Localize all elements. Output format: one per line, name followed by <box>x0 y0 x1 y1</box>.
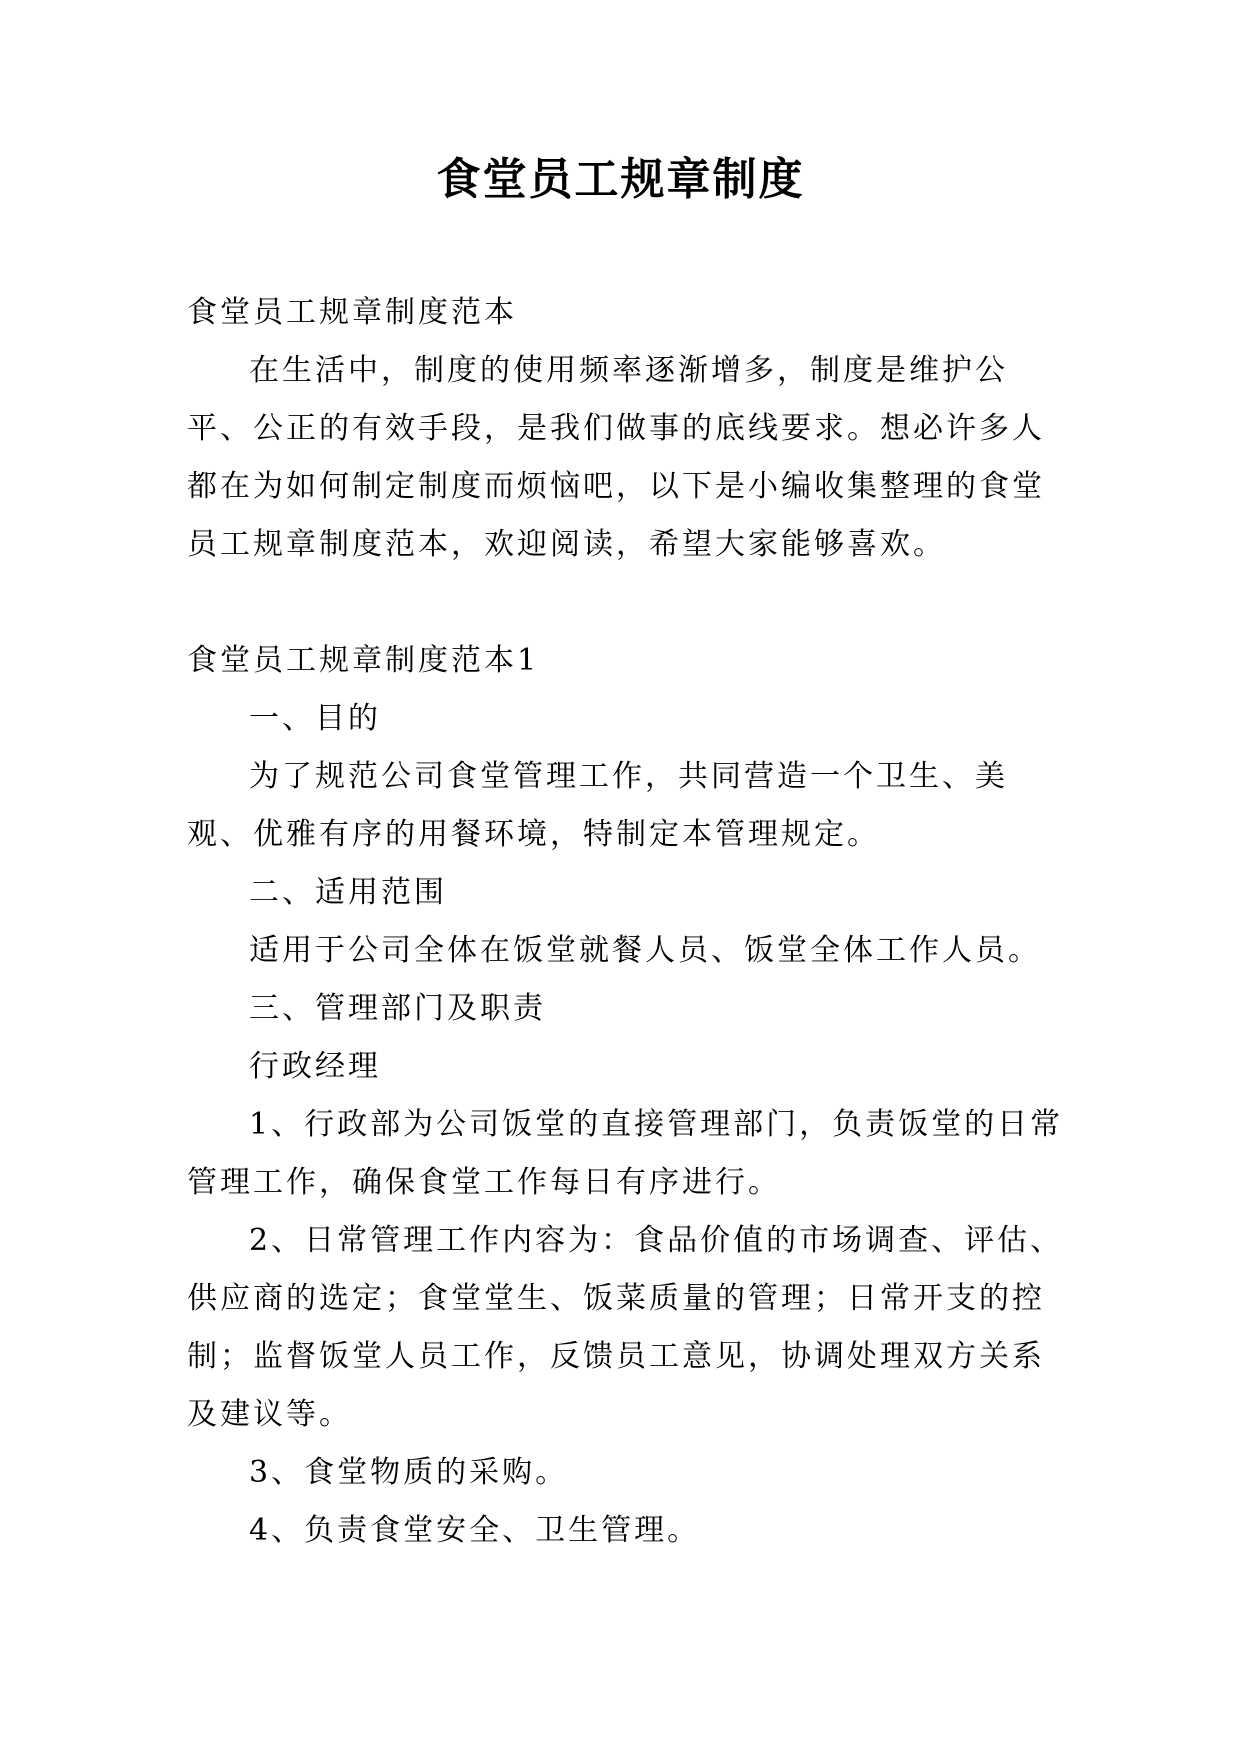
list-item: 2、日常管理工作内容为：食品价值的市场调查、评估、供应商的选定；食堂堂生、饭菜质量的管理；日常开支的控制；监督饭堂人员工作，反馈员工意见，协调处理双方关系及建议等。 <box>187 1223 1064 1432</box>
list-item: 4、负责食堂安全、卫生管理。 <box>249 1513 701 1548</box>
list-item: 3、食堂物质的采购。 <box>249 1455 569 1490</box>
section-heading: 食堂员工规章制度范本1 <box>187 643 540 678</box>
document-title: 食堂员工规章制度 <box>436 154 805 205</box>
list-item: 1、行政部为公司饭堂的直接管理部门，负责饭堂的日常管理工作，确保食堂工作每日有序进行。 <box>187 1107 1064 1200</box>
intro-paragraph: 在生活中，制度的使用频率逐渐增多，制度是维护公平、公正的有效手段，是我们做事的底线要求。想必许多人都在为如何制定制度而烦恼吧，以下是小编收集整理的食堂员工规章制度范本，欢迎阅读，希望大家能够喜欢。 <box>187 353 1045 562</box>
subheading-scope: 二、适用范围 <box>249 875 447 910</box>
purpose-paragraph: 为了规范公司食堂管理工作，共同营造一个卫生、美观、优雅有序的用餐环境，特制定本管理规定。 <box>187 759 1008 852</box>
section-heading: 食堂员工规章制度范本 <box>187 295 517 330</box>
document-body <box>187 284 1067 1560</box>
subheading-purpose: 一、目的 <box>249 701 381 736</box>
subheading-responsibilities: 三、管理部门及职责 <box>249 991 546 1026</box>
scope-paragraph: 适用于公司全体在饭堂就餐人员、饭堂全体工作人员。 <box>249 933 1041 968</box>
role-heading: 行政经理 <box>249 1049 381 1084</box>
